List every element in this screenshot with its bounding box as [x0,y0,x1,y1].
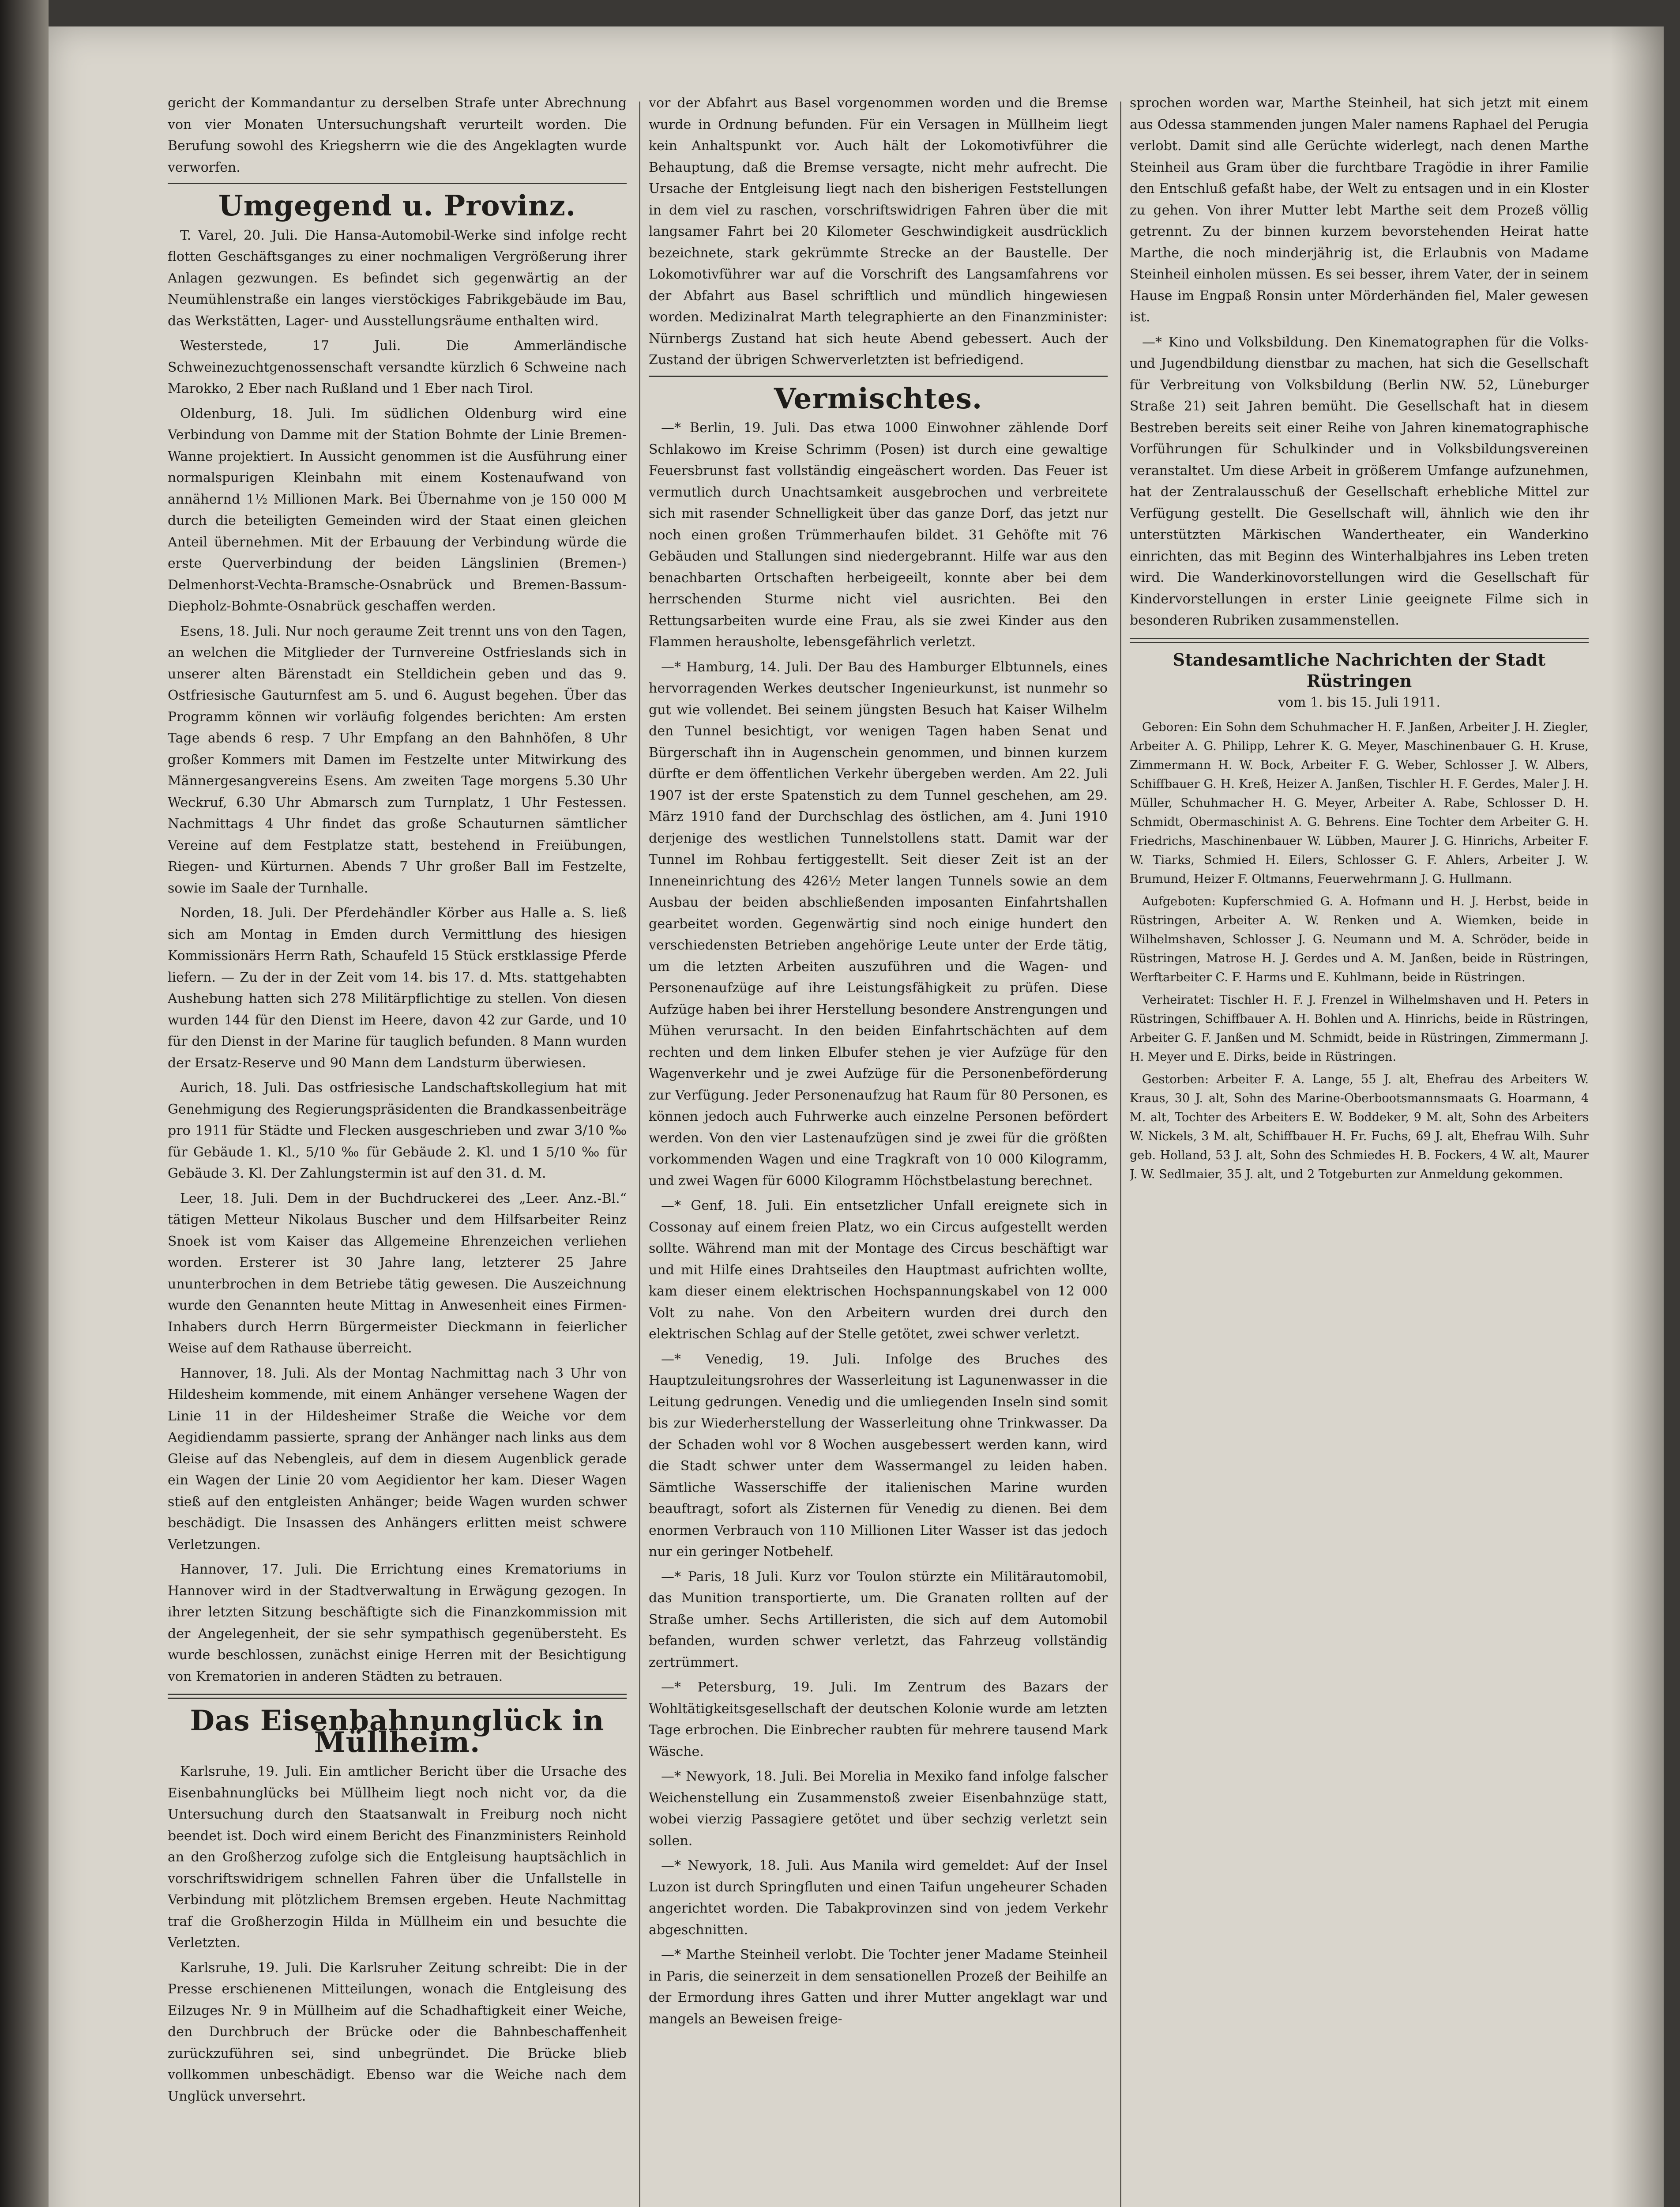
article-venedig: —* Venedig, 19. Juli. Infolge des Bruches des Hauptzuleitungsrohres der Wasserleitung ist Lagunenwasser in die Leitung gedrungen. Venedig und die umliegenden Inseln sind somit bis zur Wiederherstellung der Wasserleitung ohne Trinkwasser. Da der Schaden wohl vor 8 Wochen ausgebessert werden kann, wird die Stadt schwer unter dem Wassermangel zu leiden haben. Sämtliche Wasserschiffe der italienischen Marine wurden beauftragt, sofort als Zisternen für Venedig zu dienen. Bei dem enormen Verbrauch von 110 Millionen Liter Wasser ist das jedoch nur ein geringer Notbehelf. [649,1351,1108,1559]
article-oldenburg: Oldenburg, 18. Juli. Im südlichen Oldenburg wird eine Verbindung von Damme mit der Station Bohmte der Linie Bremen-Wanne projektiert. In Aussicht genommen ist die Ausführung einer normalspurigen Kleinbahn mit einem Kostenaufwand von annähernd 1½ Millionen Mark. Bei Übernahme von je 150 000 M durch die beteiligten Gemeinden wird der Staat einen gleichen Anteil übernehmen. Mit der Erbauung der Verbindung würde die erste Querverbindung der beiden Längslinien (Bremen-) Delmenhorst-Vechta-Bramsche-Osnabrück und Bremen-Bassum-Diepholz-Bohmte-Osnabrück geschaffen werden. [168,406,627,614]
article-berlin: —* Berlin, 19. Juli. Das etwa 1000 Einwohner zählende Dorf Schlakowo im Kreise Schrimm (Posen) ist durch eine gewaltige Feuersbrunst fast vollständig eingeäschert worden. Das Feuer ist vermutlich durch Unachtsamkeit ausgebrochen und verbreitete sich mit rasender Schnelligkeit über das ganze Dorf, das jetzt nur noch einen großen Trümmerhaufen bildet. 31 Gehöfte mit 76 Gebäuden und Stallungen sind niedergebrannt. Hilfe war aus den benachbarten Ortschaften herbeigeeilt, konnte aber bei dem herrschenden Sturme nicht viel ausrichten. Bei den Rettungsarbeiten wurde eine Frau, als sie zwei Kinder aus den Flammen herausholte, lebensgefährlich verletzt. [649,420,1108,650]
article-hamburg: —* Hamburg, 14. Juli. Der Bau des Hamburger Elbtunnels, eines hervorragenden Werkes deutscher Ingenieurkunst, ist nunmehr so gut wie vollendet. Bei seinem jüngsten Besuch hat Kaiser Wilhelm den Tunnel besichtigt, vor wenigen Tagen haben Senat und Bürgerschaft ihn in Augenschein genommen, und binnen kurzem dürfte er dem öffentlichen Verkehr übergeben werden. Am 22. Juli 1907 ist der erste Spatenstich zu dem Tunnel geschehen, am 29. März 1910 fand der Durchschlag des östlichen, am 4. Juni 1910 derjenige des westlichen Tunnelstollens statt. Damit war der Tunnel im Rohbau fertiggestellt. Seit dieser Zeit ist an der Inneneinrichtung des 426½ Meter langen Tunnels sowie an dem Ausbau der beiden abschließenden imposanten Einfahrtshallen gearbeitet worden. Gegenwärtig sind noch einige hundert den verschiedensten Betrieben angehörige Leute unter der Erde tätig, um die letzten Arbeiten auszuführen und die Wagen- und Personenaufzüge auf ihre Leistungsfähigkeit zu prüfen. Diese Aufzüge haben bei ihrer Herstellung besondere Anstrengungen und Mühen verursacht. In den beiden Einfahrtschächten auf dem rechten und dem linken Elbufer stehen je vier Aufzüge für den Wagenverkehr und je zwei Aufzüge für die Personenbeförderung zur Verfügung. Jeder Personenaufzug hat Raum für 80 Personen, es können jedoch auch Fuhrwerke auch einzelne Personen befördert werden. Von den vier Lastenaufzügen sind je zwei für die größten vorkommenden Wagen und eine Tragkraft von 10 000 Kilogramm, und zwei Wagen für 6000 Kilogramm Höchstbelastung berechnet. [649,659,1108,1189]
article-genf: —* Genf, 18. Juli. Ein entsetzlicher Unfall ereignete sich in Cossonay auf einem freien Platz, wo ein Circus aufgestellt werden sollte. Während man mit der Montage des Circus beschäftigt war und mit Hilfe eines Drahtseiles den Hauptmast aufrichten wollte, kam dieser einem elektrischen Hochspannungskabel von 12 000 Volt zu nahe. Von den Arbeitern wurden drei durch den elektrischen Schlag auf der Stelle getötet, zwei schwer verletzt. [649,1198,1108,1342]
article-karlsruhe-1: Karlsruhe, 19. Juli. Ein amtlicher Bericht über die Ursache des Eisenbahnunglücks bei Müllheim liegt noch nicht vor, da die Untersuchung durch den Staatsanwalt in Freiburg noch nicht beendet ist. Doch wird einem Bericht des Finanzministers Reinhold an den Großherzog zufolge sich die Entgleisung hauptsächlich in vorschriftswidrigem schnellen Fahren über die Unfallstelle in Verbindung mit plötzlichem Bremsen ergeben. Heute Nachmittag traf die Großherzogin Hilda in Müllheim ein und besuchte die Verletzten. [168,1764,627,1951]
article-westerstede: Westerstede, 17 Juli. Die Ammerländische Schweinezuchtgenossenschaft versandte kürzlich 6 Schweine nach Marokko, 2 Eber nach Rußland und 1 Eber nach Tirol. [168,338,627,396]
article-karlsruhe-2: Karlsruhe, 19. Juli. Die Karlsruher Zeitung schreibt: Die in der Presse erschienenen Mitteilungen, wonach die Entgleisung des Eilzuges Nr. 9 in Müllheim auf die Schadhaftigkeit einer Weiche, den Durchbruch der Brücke oder die Bahnbeschaffenheit zurückzuführen sei, sind unbegründet. Die Brücke blieb vollkommen unbeschädigt. Ebenso war die Weiche nach dem Unglück unversehrt. [168,1960,627,2104]
section-title-vermischtes: Vermischtes. [774,382,983,415]
separator-double [168,1694,627,1699]
section-title-umgegend: Umgegend u. Provinz. [218,189,576,222]
article-hannover-1: Hannover, 18. Juli. Als der Montag Nachmittag nach 3 Uhr von Hildesheim kommende, mit einem Anhänger versehene Wagen der Linie 11 in der Hildesheimer Straße die Weiche vor dem Aegidiendamm passierte, sprang der Anhänger nach links aus dem Gleise auf das Nebengleis, auf dem in diesem Augenblick gerade ein Wagen der Linie 20 vom Aegidientor her kam. Dieser Wagen stieß auf den entgleisten Anhänger; beide Wagen wurden schwer beschädigt. Die Insassen des Anhängers erlitten meist schwere Verletzungen. [168,1365,627,1552]
article-hannover-2: Hannover, 17. Juli. Die Errichtung eines Krematoriums in Hannover wird in der Stadtverwaltung in Erwägung gezogen. In ihrer letzten Sitzung beschäftigte sich die Finanzkommission mit der Angelegenheit, der sie sehr sympathisch gegenübersteht. Es wurde beschlossen, zunächst einige Herren mit der Besichtigung von Krematorien in anderen Städten zu betrauen. [168,1562,627,1684]
column-rule-1 [639,102,640,2207]
standesamt-aufgeboten: Aufgeboten: Kupferschmied G. A. Hofmann und H. J. Herbst, beide in Rüstringen, Arbeiter A. W. Renken und A. Wiemken, beide in Wilhelmshaven, Schlosser J. G. Neumann und M. A. Schröder, beide in Rüstringen, Matrose H. J. Gerdes und A. M. Janßen, beide in Rüstringen, Werftarbeiter C. F. Harms und E. Kuhlmann, beide in Rüstringen. [1130,895,1589,984]
separator-double [1130,638,1589,643]
section-title-eisenbahnunglueck: Das Eisenbahnunglück in Müllheim. [190,1704,605,1759]
article-steinheil: —* Marthe Steinheil verlobt. Die Tochter jener Madame Steinheil in Paris, die seinerzeit in dem sensationellen Prozeß der Beihilfe an der Ermordung ihres Gatten und ihrer Mutter angeklagt war und mangels an Beweisen freige- [649,1947,1108,2027]
column-3 [1130,93,1589,2207]
standesamt-title: Standesamtliche Nachrichten der Stadt Rüstringen [1173,649,1546,691]
standesamt-geboren: Geboren: Ein Sohn dem Schuhmacher H. F. Janßen, Arbeiter J. H. Ziegler, Arbeiter A. G. Philipp, Lehrer K. G. Meyer, Maschinenbauer G. H. Kruse, Zimmermann H. W. Bock, Arbeiter F. G. Weber, Schlosser J. W. Albers, Schiffbauer G. H. Kreß, Heizer A. Janßen, Tischler H. F. Gerdes, Maler J. H. Müller, Schuhmacher H. G. Meyer, Arbeiter A. Rabe, Schlosser D. H. Schmidt, Obermaschinist A. G. Behrens. Eine Tochter dem Arbeiter G. H. Friedrichs, Maschinenbauer W. Lübben, Maurer J. G. Hinrichs, Arbeiter F. W. Tiarks, Schmied H. Eilers, Schlosser G. F. Ahlers, Arbeiter J. W. Brumund, Heizer F. Oltmanns, Feuerwehrmann J. G. Hullmann. [1130,720,1589,886]
col2-intro: vor der Abfahrt aus Basel vorgenommen worden und die Bremse wurde in Ordnung befunden. Für ein Versagen in Müllheim liegt kein Anhaltspunkt vor. Auch hält der Lokomotivführer die Behauptung, daß die Bremse versagte, nicht mehr aufrecht. Die Ursache der Entgleisung liegt nach den bisherigen Feststellungen in dem viel zu raschen, vorschriftswidrigen Fahren über die mit langsamer Fahrt bei 20 Kilometer Geschwindigkeit ausdrücklich bezeichnete, stark gekrümmte Strecke an der Baustelle. Der Lokomotivführer war auf die Vorschrift des Langsamfahrens vor der Abfahrt aus Basel schriftlich und mündlich hingewiesen worden. Medizinalrat Marth telegraphierte an den Finanzminister: Nürnbergs Zustand hat sich heute Abend gebessert. Auch der Zustand der übrigen Schwerverletzten ist befriedigend. [649,95,1108,368]
article-esens: Esens, 18. Juli. Nur noch geraume Zeit trennt uns von den Tagen, an welchen die Mitglieder der Turnvereine Ostfrieslands sich in unserer alten Bärenstadt ein Stelldichein geben und das 9. Ostfriesische Gauturnfest am 5. und 6. August begehen. Über das Programm können wir vorläufig folgendes berichten: Am ersten Tage abends 6 resp. 7 Uhr Empfang an den Bahnhöfen, 8 Uhr großer Kommers mit Damen im Festzelte unter Mitwirkung des Männergesangvereins Esens. Am zweiten Tage morgens 5.30 Uhr Weckruf, 6.30 Uhr Abmarsch zum Turnplatz, 1 Uhr Festessen. Nachmittags 4 Uhr findet das große Schauturnen sämtlicher Vereine auf dem Festplatze statt, bestehend in Freiübungen, Riegen- und Kürturnen. Abends 7 Uhr großer Ball im Festzelte, sowie im Saale der Turnhalle. [168,623,627,896]
article-newyork-1: —* Newyork, 18. Juli. Bei Morelia in Mexiko fand infolge falscher Weichenstellung ein Zusammenstoß zweier Eisenbahnzüge statt, wobei vierzig Passagiere getötet und über sechzig verletzt sein sollen. [649,1769,1108,1849]
article-leer: Leer, 18. Juli. Dem in der Buchdruckerei des „Leer. Anz.-Bl.“ tätigen Metteur Nikolaus Buscher und dem Hilfsarbeiter Reinz Snoek ist vom Kaiser das Allgemeine Ehrenzeichen verliehen worden. Ersterer ist 30 Jahre lang, letzterer 25 Jahre ununterbrochen in dem Betriebe tätig gewesen. Die Auszeichnung wurde den Genannten heute Mittag in Anwesenheit eines Firmen-Inhabers durch Herrn Bürgermeister Dieckmann in feierlicher Weise auf dem Rathause überreicht. [168,1190,627,1356]
standesamt-gestorben: Gestorben: Arbeiter F. A. Lange, 55 J. alt, Ehefrau des Arbeiters W. Kraus, 30 J. alt, Sohn des Marine-Oberbootsmannsmaats G. Hoarmann, 4 M. alt, Tochter des Arbeiters E. W. Boddeker, 9 M. alt, Sohn des Arbeiters W. Nickels, 3 M. alt, Schiffbauer H. Fr. Fuchs, 69 J. alt, Ehefrau Wilh. Suhr geb. Holland, 53 J. alt, Sohn des Schmiedes H. B. Fockers, 4 W. alt, Maurer J. W. Sedlmaier, 35 J. alt, und 2 Totgeburten zur Anmeldung gekommen. [1130,1073,1589,1181]
separator [649,376,1108,377]
article-norden: Norden, 18. Juli. Der Pferdehändler Körber aus Halle a. S. ließ sich am Montag in Emden durch Vermittlung des hiesigen Kommissionärs Herrn Rath, Schaufeld 15 Stück erstklassige Pferde liefern. — Zu der in der Zeit vom 14. bis 17. d. Mts. stattgehabten Aushebung hatten sich 278 Militärpflichtige zu stellen. Von diesen wurden 144 für den Dienst im Heere, davon 42 zur Garde, und 10 für den Dienst in der Marine für tauglich befunden. 8 Mann wurden der Ersatz-Reserve und 90 Mann dem Landsturm überwiesen. [168,905,627,1071]
col3-intro: sprochen worden war, Marthe Steinheil, hat sich jetzt mit einem aus Odessa stammenden jungen Maler namens Raphael del Perugia verlobt. Damit sind alle Gerüchte widerlegt, nach denen Marthe Steinheil aus Gram über die furchtbare Tragödie in ihrer Familie den Entschluß gefaßt habe, der Welt zu entsagen und in ein Kloster zu gehen. Von ihrer Mutter lebt Marthe seit dem Prozeß völlig getrennt. Zu der binnen kurzem bevorstehenden Heirat hatte Marthe, die noch minderjährig ist, die Erlaubnis von Madame Steinheil einholen müssen. Es sei besser, ihrem Vater, der in seinem Hause im Engpaß Ronsin unter Mörderhänden fiel, Maler gewesen ist. [1130,95,1589,325]
column-rule-2 [1120,102,1121,2207]
col1-intro: gericht der Kommandantur zu derselben Strafe unter Abrechnung von vier Monaten Untersuchungshaft verurteilt worden. Die Berufung sowohl des Kriegsherrn wie die des Angeklagten wurde verworfen. [168,95,627,175]
standesamt-date: vom 1. bis 15. Juli 1911. [1278,694,1441,710]
article-kino: —* Kino und Volksbildung. Den Kinematographen für die Volks- und Jugendbildung dienstbar zu machen, hat sich die Gesellschaft für Verbreitung von Volksbildung (Berlin NW. 52, Lüneburger Straße 21) seit Jahren bemüht. Die Gesellschaft hat in diesem Bestreben bereits seit einer Reihe von Jahren kinematographische Vorführungen für Schulkinder und in Volksbildungsvereinen veranstaltet. Um diese Arbeit in größerem Umfange aufzunehmen, hat der Zentralausschuß der Gesellschaft erhebliche Mittel zur Verfügung gestellt. Die Gesellschaft will, ähnlich wie den ihr unterstützten Märkischen Wandertheater, ein Wanderkino einrichten, das mit Beginn des Winterhalbjahres ins Leben treten wird. Die Wanderkinovorstellungen wird die Gesellschaft für Kindervorstellungen in erster Linie geeignete Filme sich in besonderen Rubriken zusammenstellen. [1130,334,1589,628]
article-paris: —* Paris, 18 Juli. Kurz vor Toulon stürzte ein Militärautomobil, das Munition transportierte, um. Die Granaten rollten auf der Straße umher. Sechs Artilleristen, die sich auf dem Automobil befanden, wurden schwer verletzt, das Fahrzeug vollständig zertrümmert. [649,1569,1108,1670]
standesamt-verheiratet: Verheiratet: Tischler H. F. J. Frenzel in Wilhelmshaven und H. Peters in Rüstringen, Schiffbauer A. H. Bohlen und A. Hinrichs, beide in Rüstringen, Arbeiter G. F. Janßen und M. Schmidt, beide in Rüstringen, Zimmermann J. H. Meyer und E. Dirks, beide in Rüstringen. [1130,993,1589,1064]
column-1 [168,93,627,2207]
article-newyork-2: —* Newyork, 18. Juli. Aus Manila wird gemeldet: Auf der Insel Luzon ist durch Springfluten und einen Taifun ungeheurer Schaden angerichtet worden. Die Tabakprovinzen sind von jedem Verkehr abgeschnitten. [649,1858,1108,1938]
article-aurich: Aurich, 18. Juli. Das ostfriesische Landschaftskollegium hat mit Genehmigung des Regierungspräsidenten die Brandkassenbeiträge pro 1911 für Städte und Flecken ausgeschrieben und zwar 3/10 ‰ für Gebäude 1. Kl., 5/10 ‰ für Gebäude 2. Kl. und 1 5/10 ‰ für Gebäude 3. Kl. Der Zahlungstermin ist auf den 31. d. M. [168,1080,627,1181]
separator [168,183,627,184]
column-2 [649,93,1108,2207]
page-binding [0,0,49,2207]
article-petersburg: —* Petersburg, 19. Juli. Im Zentrum des Bazars der Wohltätigkeitsgesellschaft der deutschen Kolonie wurde am letzten Tage erbrochen. Die Einbrecher raubten für mehrere tausend Mark Wäsche. [649,1680,1108,1759]
page-edge-shadow [1611,26,1664,2207]
article-varel: T. Varel, 20. Juli. Die Hansa-Automobil-Werke sind infolge recht flotten Geschäftsganges zu einer nochmaligen Vergrößerung ihrer Anlagen gezwungen. Es befindet sich gegenwärtig an der Neumühlenstraße ein langes vierstöckiges Fabrikgebäude im Bau, das Werkstätten, Lager- und Ausstellungsräume enthalten wird. [168,227,627,329]
